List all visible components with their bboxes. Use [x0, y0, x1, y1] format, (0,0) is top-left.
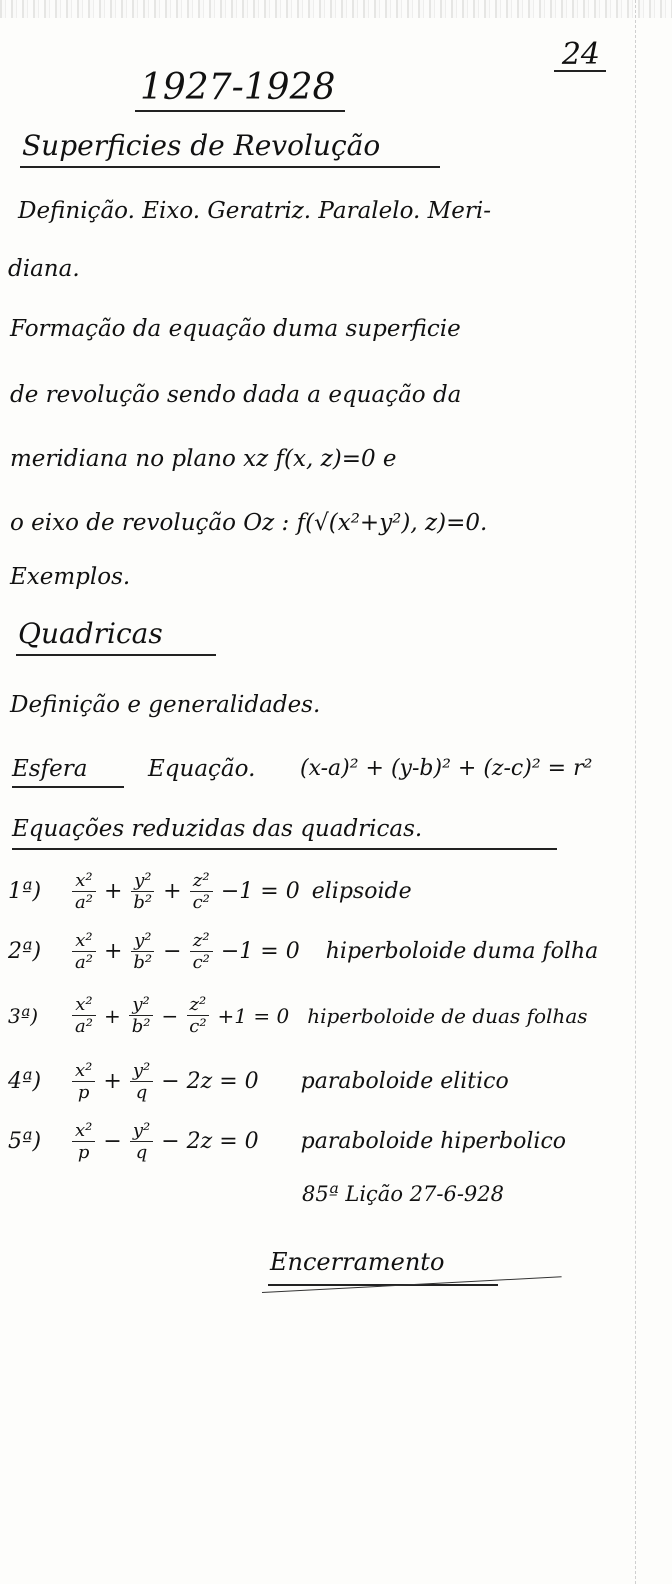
year-heading: 1927-1928 [140, 67, 336, 108]
text-line: Definição. Eixo. Geratriz. Paralelo. Meri- [18, 198, 491, 224]
text-line: diana. [8, 256, 80, 282]
fraction: $\frac{\text{y²}}{\text{b²}}$ [129, 994, 154, 1037]
scan-edge-noise [0, 0, 672, 18]
section-title-underline [20, 166, 440, 168]
reduced-equations-title: Equações reduzidas das quadricas. [12, 816, 423, 842]
quadric-name: elipsoide [311, 879, 412, 904]
quadric-name: hiperboloide de duas folhas [307, 1003, 588, 1028]
equation-row-1: 1ª) $\frac{\text{x²}}{\text{a²}}$ + $\frac{\text{y²}}{\text{b²}}$ + $\frac{\text{z²}}{\text{c²}}$ −1 = 0 elipsoide [8, 870, 412, 913]
fraction: $\frac{\text{z²}}{\text{c²}}$ [190, 930, 213, 973]
page-number-underline [554, 70, 606, 72]
equation-row-2: 2ª) $\frac{\text{x²}}{\text{a²}}$ + $\frac{\text{y²}}{\text{b²}}$ − $\frac{\text{z²}}{\text{c²}}$ −1 = 0 hiperboloide duma folha [8, 930, 599, 973]
sphere-eq-label: Equação. [148, 756, 256, 782]
page-edge-line [635, 0, 636, 1584]
fraction: $\frac{\text{y²}}{q}$ [130, 1060, 153, 1103]
closing-word: Encerramento [270, 1248, 445, 1276]
lesson-number-date: 85ª Lição 27-6-928 [302, 1182, 504, 1206]
fraction: $\frac{\text{x²}}{p}$ [72, 1120, 95, 1163]
text-line: Formação da equação duma superficie [10, 316, 461, 342]
fraction: $\frac{\text{z²}}{\text{c²}}$ [190, 870, 213, 913]
fraction: $\frac{\text{y²}}{q}$ [130, 1120, 153, 1163]
text-line: meridiana no plano xz f(x, z)=0 e [10, 446, 397, 472]
fraction: $\frac{\text{z²}}{\text{c²}}$ [186, 994, 209, 1037]
year-underline [135, 110, 345, 112]
fraction: $\frac{\text{y²}}{\text{b²}}$ [130, 870, 155, 913]
equation-row-4: 4ª) $\frac{\text{x²}}{p}$ + $\frac{\text{y²}}{q}$ − 2z = 0 paraboloide elitico [8, 1060, 509, 1103]
fraction: $\frac{\text{x²}}{\text{a²}}$ [72, 930, 96, 973]
fraction: $\frac{\text{x²}}{\text{a²}}$ [72, 994, 96, 1037]
fraction: $\frac{\text{x²}}{p}$ [72, 1060, 95, 1103]
quadric-name: paraboloide elitico [300, 1069, 509, 1094]
sphere-equation: (x-a)² + (y-b)² + (z-c)² = r² [300, 756, 593, 781]
page-number: 24 [561, 37, 600, 72]
text-line: Definição e generalidades. [10, 692, 321, 718]
section-title-quadrics: Quadricas [18, 617, 163, 650]
equation-row-3: 3ª) $\frac{\text{x²}}{\text{a²}}$ + $\frac{\text{y²}}{\text{b²}}$ − $\frac{\text{z²}}{\text{c²}}$ +1 = 0 hiperboloide de duas folhas [8, 994, 588, 1037]
text-line: o eixo de revolução Oz : f(√(x²+y²), z)=0. [10, 510, 488, 536]
sphere-label: Esfera [12, 756, 88, 782]
section-title-revolution: Superficies de Revolução [22, 129, 381, 162]
quadric-name: hiperboloide duma folha [325, 939, 599, 964]
fraction: $\frac{\text{y²}}{\text{b²}}$ [130, 930, 155, 973]
reduced-title-underline [12, 848, 557, 850]
quadric-name: paraboloide hiperbolico [300, 1129, 567, 1154]
text-line: de revolução sendo dada a equação da [10, 382, 462, 408]
text-line: Exemplos. [10, 564, 131, 590]
fraction: $\frac{\text{x²}}{\text{a²}}$ [72, 870, 96, 913]
section-title-underline [16, 654, 216, 656]
sphere-underline [12, 786, 124, 788]
equation-row-5: 5ª) $\frac{\text{x²}}{p}$ − $\frac{\text{y²}}{q}$ − 2z = 0 paraboloide hiperbolico [8, 1120, 567, 1163]
